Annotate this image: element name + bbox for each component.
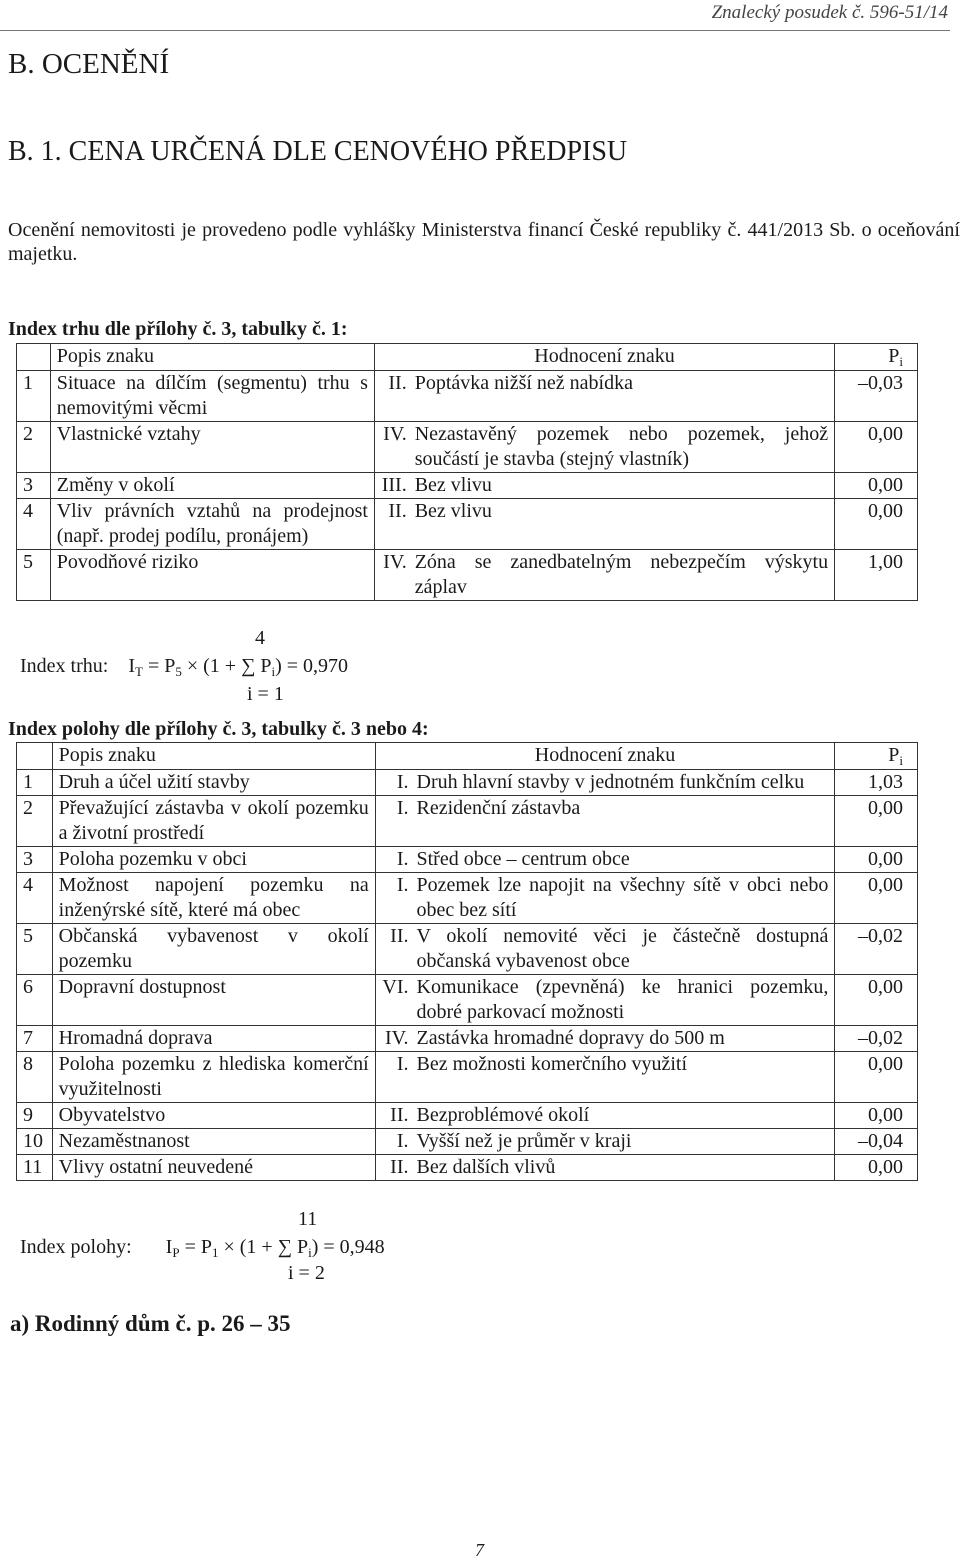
row-rank: II. [375, 1103, 412, 1129]
row-description: Povodňové riziko [50, 550, 374, 601]
market-formula-upper: 4 [255, 627, 265, 649]
header-evaluation: Hodnocení znaku [375, 743, 835, 770]
row-value: –0,04 [835, 1129, 918, 1155]
table-row [17, 422, 918, 473]
row-evaluation: Bez možnosti komerčního využití [413, 1052, 835, 1103]
row-number: 1 [17, 371, 51, 422]
row-rank: I. [375, 796, 412, 847]
row-value: 0,00 [835, 422, 918, 473]
row-description: Situace na dílčím (segmentu) trhu s nemovitými věcmi [50, 371, 374, 422]
table-row [17, 924, 918, 975]
intro-paragraph: Ocenění nemovitosti je provedeno podle vyhlášky Ministerstva financí České republiky č. 441/2013 Sb. o oceňování majetku. [8, 219, 960, 265]
row-number: 1 [17, 770, 53, 796]
location-formula-label: Index polohy: [20, 1236, 132, 1258]
row-rank: III. [374, 473, 410, 499]
row-number: 4 [17, 873, 53, 924]
header-divider [0, 30, 950, 31]
table-row [17, 371, 918, 422]
header-description: Popis znaku [50, 344, 374, 371]
row-description: Změny v okolí [50, 473, 374, 499]
row-evaluation: Bez dalších vlivů [413, 1155, 835, 1181]
market-formula-label: Index trhu: [20, 655, 109, 677]
row-value: 0,00 [835, 1052, 918, 1103]
row-evaluation: Pozemek lze napojit na všechny sítě v obci nebo obec bez sítí [413, 873, 835, 924]
location-formula-lower: i = 2 [288, 1262, 325, 1284]
row-evaluation: Nezastavěný pozemek nebo pozemek, jehož součástí je stavba (stejný vlastník) [411, 422, 835, 473]
row-evaluation: Druh hlavní stavby v jednotném funkčním celku [413, 770, 835, 796]
row-value: –0,02 [835, 924, 918, 975]
row-rank: I. [375, 847, 412, 873]
row-number: 5 [17, 924, 53, 975]
row-value: 0,00 [835, 1103, 918, 1129]
row-number: 7 [17, 1026, 53, 1052]
row-number: 3 [17, 847, 53, 873]
location-formula-result: ) = 0,948 [311, 1236, 385, 1258]
sum-icon: ∑ [241, 655, 256, 677]
row-value: 0,00 [835, 1155, 918, 1181]
row-value: 0,00 [835, 975, 918, 1026]
row-description: Možnost napojení pozemku na inženýrské sítě, které má obec [52, 873, 375, 924]
row-rank: II. [375, 1155, 412, 1181]
header-pi [835, 743, 918, 770]
row-description: Převažující zástavba v okolí pozemku a životní prostředí [52, 796, 375, 847]
table-header-row [17, 344, 918, 371]
row-value: 1,00 [835, 550, 918, 601]
row-evaluation: Bez vlivu [411, 473, 835, 499]
table-row [17, 873, 918, 924]
row-number: 5 [17, 550, 51, 601]
row-value: 0,00 [835, 847, 918, 873]
row-evaluation: Zóna se zanedbatelným nebezpečím výskytu záplav [411, 550, 835, 601]
row-number: 11 [17, 1155, 53, 1181]
row-rank: I. [375, 873, 412, 924]
header-description: Popis znaku [52, 743, 375, 770]
market-index-caption: Index trhu dle přílohy č. 3, tabulky č. 1: [8, 318, 348, 340]
row-description: Poloha pozemku v obci [52, 847, 375, 873]
row-number: 2 [17, 796, 53, 847]
row-description: Obyvatelstvo [52, 1103, 375, 1129]
row-evaluation: Komunikace (zpevněná) ke hranici pozemku, dobré parkovací možnosti [413, 975, 835, 1026]
row-value: 0,00 [835, 473, 918, 499]
market-formula-i: I [128, 655, 135, 677]
table-row [17, 1103, 918, 1129]
table-row [17, 770, 918, 796]
section-a-title: a) Rodinný dům č. p. 26 – 35 [10, 1311, 291, 1336]
sum-icon: ∑ [277, 1236, 292, 1258]
row-description: Občanská vybavenost v okolí pozemku [52, 924, 375, 975]
table-row [17, 1129, 918, 1155]
market-formula-result: ) = 0,970 [275, 655, 349, 677]
row-rank: II. [374, 371, 410, 422]
row-description: Vliv právních vztahů na prodejnost (např. prodej podílu, pronájem) [50, 499, 374, 550]
row-evaluation: Vyšší než je průměr v kraji [413, 1129, 835, 1155]
section-title: B. OCENĚNÍ [8, 48, 170, 80]
section-subtitle: B. 1. CENA URČENÁ DLE CENOVÉHO PŘEDPISU [8, 136, 628, 167]
row-value: 0,00 [835, 796, 918, 847]
row-evaluation: Rezidenční zástavba [413, 796, 835, 847]
row-rank: VI. [375, 975, 412, 1026]
row-rank: IV. [374, 550, 410, 601]
header-pi-subscript: i [899, 753, 903, 768]
table-row [17, 1052, 918, 1103]
row-value: 0,00 [835, 499, 918, 550]
row-evaluation: Bez vlivu [411, 499, 835, 550]
document-header: Znalecký posudek č. 596-51/14 [711, 2, 948, 23]
row-evaluation: Poptávka nižší než nabídka [411, 371, 835, 422]
location-index-caption: Index polohy dle přílohy č. 3, tabulky č. 3 nebo 4: [8, 718, 429, 740]
header-pi-subscript: i [899, 354, 903, 369]
row-rank: IV. [374, 422, 410, 473]
table-row [17, 473, 918, 499]
row-value: 0,00 [835, 873, 918, 924]
row-rank: II. [375, 924, 412, 975]
table-row [17, 550, 918, 601]
row-value: 1,03 [835, 770, 918, 796]
row-evaluation: Zastávka hromadné dopravy do 500 m [413, 1026, 835, 1052]
row-evaluation: Bezproblémové okolí [413, 1103, 835, 1129]
row-rank: I. [375, 770, 412, 796]
row-description: Poloha pozemku z hlediska komerční využitelnosti [52, 1052, 375, 1103]
row-description: Dopravní dostupnost [52, 975, 375, 1026]
row-rank: I. [375, 1129, 412, 1155]
market-index-table [16, 343, 918, 601]
row-rank: I. [375, 1052, 412, 1103]
table-row [17, 847, 918, 873]
row-value: –0,03 [835, 371, 918, 422]
table-row [17, 499, 918, 550]
header-pi-symbol: P [888, 744, 900, 766]
row-description: Nezaměstnanost [52, 1129, 375, 1155]
table-row [17, 975, 918, 1026]
header-number-cell [17, 344, 51, 371]
row-number: 2 [17, 422, 51, 473]
row-evaluation: V okolí nemovité věci je částečně dostupná občanská vybavenost obce [413, 924, 835, 975]
row-description: Vlivy ostatní neuvedené [52, 1155, 375, 1181]
table-row [17, 1155, 918, 1181]
row-evaluation: Střed obce – centrum obce [413, 847, 835, 873]
row-description: Druh a účel užití stavby [52, 770, 375, 796]
header-evaluation: Hodnocení znaku [374, 344, 834, 371]
market-formula-lower: i = 1 [247, 683, 284, 705]
market-formula: Index trhu: $I_T = P_5 \times (1$ + ∑ $P_i) = 0,970$ [20, 655, 349, 679]
location-formula: Index polohy: $I_P = P_1 \times (1$ + ∑ $P_i) = 0,948$ [20, 1236, 385, 1260]
header-pi-symbol: P [888, 345, 900, 367]
row-number: 8 [17, 1052, 53, 1103]
location-index-table [16, 742, 918, 1181]
page-number: 7 [475, 1540, 484, 1560]
row-rank: IV. [375, 1026, 412, 1052]
row-value: –0,02 [835, 1026, 918, 1052]
table-header-row [17, 743, 918, 770]
row-rank: II. [374, 499, 410, 550]
row-description: Vlastnické vztahy [50, 422, 374, 473]
row-number: 10 [17, 1129, 53, 1155]
row-number: 6 [17, 975, 53, 1026]
row-number: 3 [17, 473, 51, 499]
location-formula-upper: 11 [298, 1208, 318, 1230]
table-row [17, 796, 918, 847]
header-number-cell [17, 743, 53, 770]
row-description: Hromadná doprava [52, 1026, 375, 1052]
header-pi [835, 344, 918, 371]
table-row [17, 1026, 918, 1052]
row-number: 9 [17, 1103, 53, 1129]
row-number: 4 [17, 499, 51, 550]
